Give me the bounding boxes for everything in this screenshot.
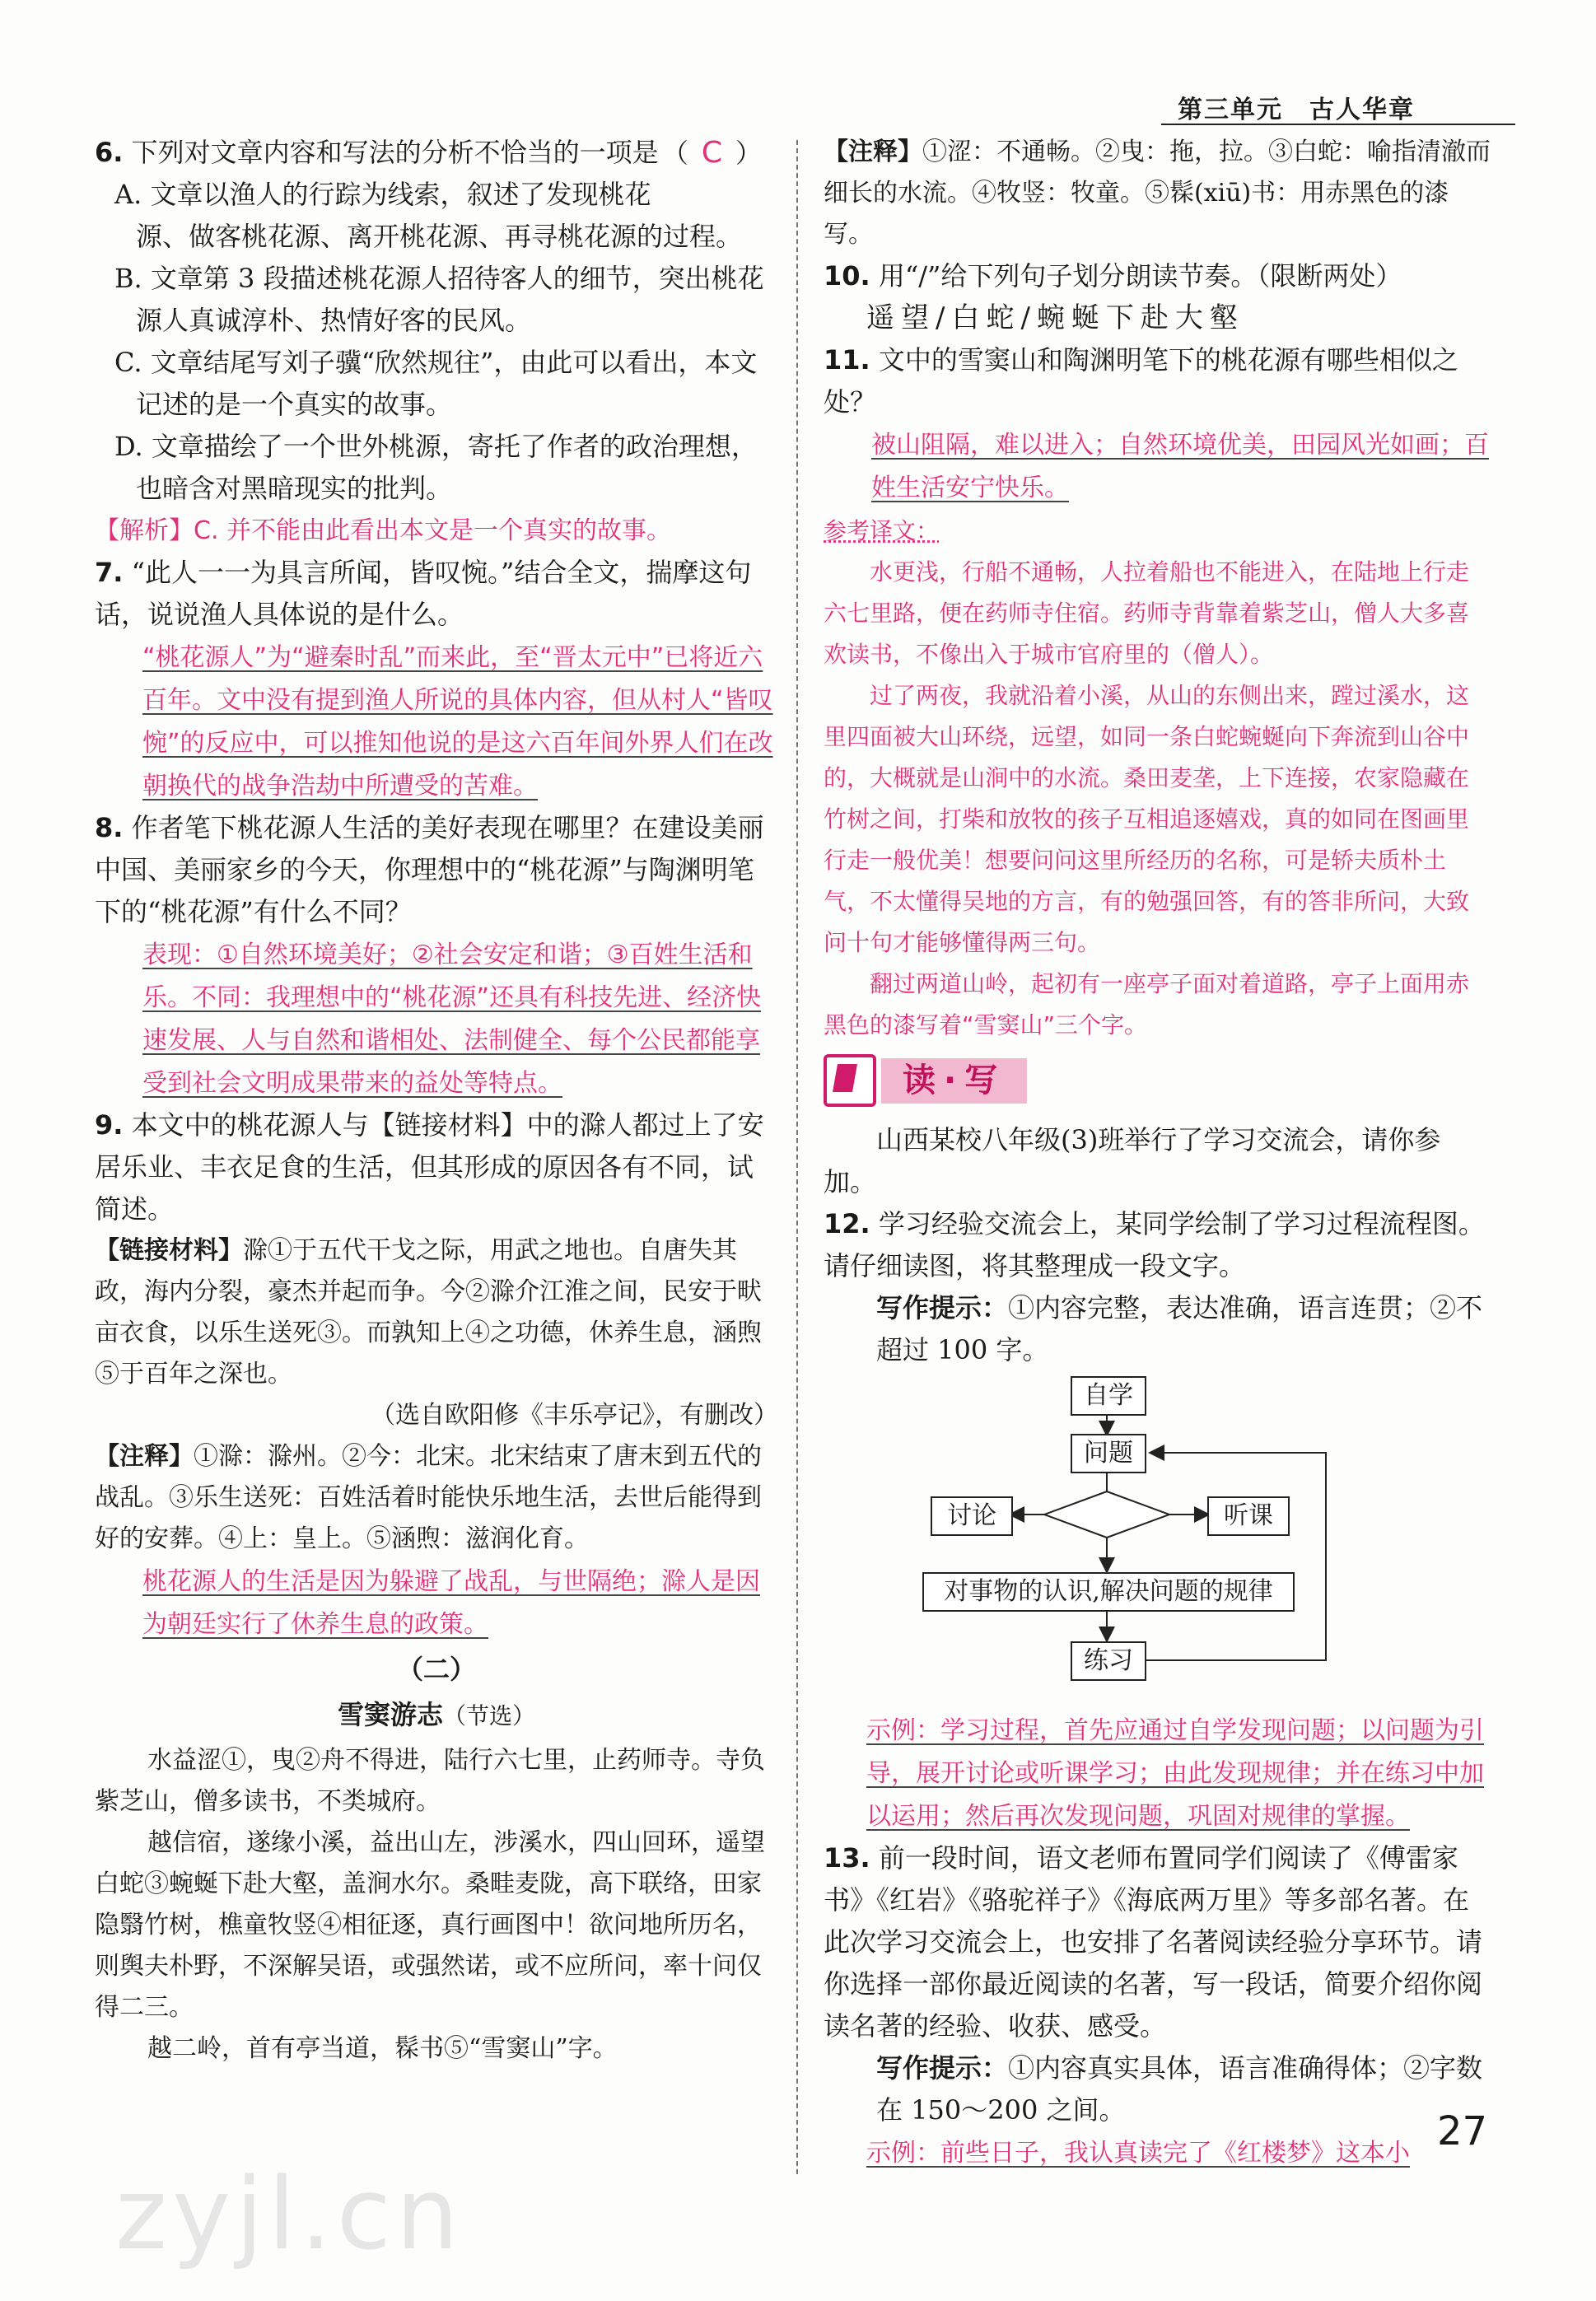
question-10: 10. 用“/”给下列句子划分朗读节奏。（限断两处） <box>824 260 1402 292</box>
question-11: 11. 文中的雪窦山和陶渊明笔下的桃花源有哪些相似之处？ <box>824 344 1458 418</box>
question-12: 12. 学习经验交流会上，某同学绘制了学习过程流程图。请仔细读图，将其整理成一段文字。 <box>824 1208 1485 1281</box>
translation-label: 参考译文： <box>824 517 940 544</box>
book-icon <box>824 1054 876 1107</box>
question-7: 7. “此人一一为具言所闻，皆叹惋。”结合全文，揣摩这句话，说说渔人具体说的是什么。 <box>95 557 752 630</box>
q9-notes: 【注释】①滁：滁州。②今：北宋。北宋结束了唐末到五代的战乱。③乐生送死：百姓活着时能快乐地生活，去世后能得到好的安葬。④上：皇上。⑤涵煦：滋润化育。 <box>95 1442 762 1553</box>
q6-option-c: C. 文章结尾写刘子骥“欣然规往”，由此可以看出，本文记述的是一个真实的故事。 <box>114 347 758 420</box>
read-write-banner <box>824 1056 1027 1105</box>
q9-answer: 桃花源人的生活是因为躲避了战乱，与世隔绝；滁人是因为朝廷实行了休养生息的政策。 <box>142 1567 760 1639</box>
header-rule <box>1161 124 1515 125</box>
unit-header: 第三单元 古人华章 <box>1178 96 1415 124</box>
q12-writing-tip: 写作提示：①内容完整，表达准确，语言连贯；②不超过 100 字。 <box>876 1292 1483 1365</box>
q13-writing-tip: 写作提示：①内容真实具体，语言准确得体；②字数在 150～200 之间。 <box>876 2052 1483 2126</box>
q8-answer: 表现：①自然环境美好；②社会安定和谐；③百姓生活和乐。不同：我理想中的“桃花源”还具有科技先进、经济快速发展、人与自然和谐相处、法制健全、每个公民都能享受到社会文明成果带来的益处等特点。 <box>142 940 762 1098</box>
section-intro: 山西某校八年级(3)班举行了学习交流会，请你参加。 <box>824 1124 1441 1197</box>
q6-option-b: B. 文章第 3 段描述桃花源人招待客人的细节，突出桃花源人真诚淳朴、热情好客的民风。 <box>114 263 764 336</box>
question-13: 13. 前一段时间，语文老师布置同学们阅读了《傅雷家书》《红岩》《骆驼祥子》《海底两万里》等多部名著。在此次学习交流会上，也安排了名著阅读经验分享环节。请你选择一部你最近阅读的名著，写一段话，简要介绍你阅读名著的经验、收获、感受。 <box>824 1842 1483 2042</box>
q9-link-material: 【链接材料】滁①于五代干戈之际，用武之地也。自唐失其政，海内分裂，豪杰并起而争。今②滁介江淮之间，民安于畎亩衣食，以乐生送死③。而孰知上④之功德，休养生息，涵煦⑤于百年之深也。 <box>95 1236 762 1389</box>
flow-node-practice: 练习 <box>1071 1641 1146 1681</box>
flow-node-problem: 问题 <box>1071 1434 1146 1473</box>
flow-node-rule: 对事物的认识,解决问题的规律 <box>922 1572 1295 1612</box>
q6-answer: C <box>701 136 722 170</box>
q6-option-d: D. 文章描绘了一个世外桃源，寄托了作者的政治理想，也暗含对黑暗现实的批判。 <box>114 431 758 504</box>
q6-analysis: 【解析】C. 并不能由此看出本文是一个真实的故事。 <box>95 516 672 545</box>
section-2-number: （二） <box>396 1654 476 1685</box>
page-number: 27 <box>1437 2108 1488 2154</box>
passage-paragraph-3: 越二岭，首有亭当道，髹书⑤“雪窦山”字。 <box>147 2034 618 2063</box>
passage-paragraph-1: 水益涩①，曳②舟不得进，陆行六七里，止药师寺。寺负紫芝山，僧多读书，不类城府。 <box>95 1746 765 1816</box>
right-column <box>824 132 1491 2174</box>
translation-paragraph-2: 过了两夜，我就沿着小溪，从山的东侧出来，蹚过溪水，这里四面被大山环绕，远望，如同一条白蛇蜿蜒向下奔流到山谷中的，大概就是山涧中的水流。桑田麦垄，上下连接，农家隐藏在竹树之间，打柴和放牧的孩子互相追逐嬉戏，真的如同在图画里行走一般优美！想要问问这里所经历的名称，可是轿夫质朴土气，不太懂得吴地的方言，有的勉强回答，有的答非所问，大致问十句才能够懂得两三句。 <box>824 682 1470 956</box>
banner-title: 读·写 <box>881 1058 1027 1104</box>
flow-node-listen: 听课 <box>1207 1496 1290 1536</box>
flow-node-self-study: 自学 <box>1071 1376 1146 1416</box>
q6-answer-bracket: （ C ） <box>661 136 762 170</box>
q13-answer: 示例：前些日子，我认真读完了《红楼梦》这本小 <box>866 2139 1410 2168</box>
learning-flowchart <box>922 1376 1351 1706</box>
question-9: 9. 本文中的桃花源人与【链接材料】中的滁人都过上了安居乐业、丰衣足食的生活，但其形成的原因各有不同，试简述。 <box>95 1109 764 1225</box>
q11-answer: 被山阻隔，难以进入；自然环境优美，田园风光如画；百姓生活安宁快乐。 <box>871 431 1489 502</box>
q12-answer: 示例：学习过程，首先应通过自学发现问题；以问题为引导，展开讨论或听课学习；由此发现规律；并在练习中加以运用；然后再次发现问题，巩固对规律的掌握。 <box>866 1716 1484 1831</box>
column-divider <box>796 140 798 2174</box>
q7-answer: “桃花源人”为“避秦时乱”而来此，至“晋太元中”已将近六百年。文中没有提到渔人所说的具体内容，但从村人“皆叹惋”的反应中，可以推知他说的是这六百年间外界人们在改朝换代的战争浩劫中所遭受的苦难。 <box>142 643 773 800</box>
q6-option-a: A. 文章以渔人的行踪为线索，叙述了发现桃花源、做客桃花源、离开桃花源、再寻桃花源的过程。 <box>114 179 743 252</box>
site-watermark: zyjl.cn <box>115 2158 464 2272</box>
q10-sentence: 遥望/白蛇/蜿蜒下赴大壑 <box>866 301 1244 334</box>
q6-stem: 下列对文章内容和写法的分析不恰当的一项是 <box>131 137 659 168</box>
section-2-title: 雪窦游志（节选） <box>337 1699 536 1730</box>
translation-paragraph-3: 翻过两道山岭，起初有一座亭子面对着道路，亭子上面用赤黑色的漆写着“雪窦山”三个字。 <box>824 970 1470 1038</box>
question-6: 6. 下列对文章内容和写法的分析不恰当的一项是 （ C ） <box>95 132 778 174</box>
translation-paragraph-1: 水更浅，行船不通畅，人拉着船也不能进入，在陆地上行走六七里路，便在药师寺住宿。药师寺背靠着紫芝山，僧人大多喜欢读书，不像出入于城市官府里的（僧人）。 <box>824 558 1470 668</box>
passage-paragraph-2: 越信宿，遂缘小溪，益出山左，涉溪水，四山回环，遥望白蛇③蜿蜒下赴大壑，盖涧水尔。桑畦麦陇，高下联络，田家隐翳竹树，樵童牧竖④相征逐，真行画图中！欲问地所历名，则舆夫朴野，不深解吴语，或强然诺，或不应所问，率十问仅得二三。 <box>95 1828 765 2022</box>
question-8: 8. 作者笔下桃花源人生活的美好表现在哪里？在建设美丽中国、美丽家乡的今天，你理想中的“桃花源”与陶渊明笔下的“桃花源”有什么不同？ <box>95 812 764 927</box>
q9-source: （选自欧阳修《丰乐亭记》，有删改） <box>371 1401 778 1430</box>
passage-notes: 【注释】①涩：不通畅。②曳：拖，拉。③白蛇：喻指清澈而细长的水流。④牧竖：牧童。⑤髹(xiū)书：用赤黑色的漆写。 <box>824 138 1491 249</box>
left-column <box>95 132 778 2070</box>
flow-node-discuss: 讨论 <box>931 1496 1013 1536</box>
